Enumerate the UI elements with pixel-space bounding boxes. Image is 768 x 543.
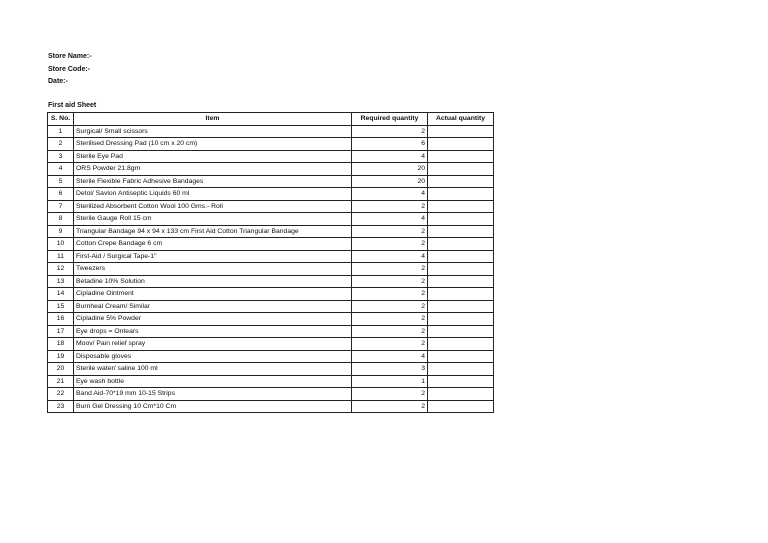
- cell-sno: 9: [48, 225, 74, 238]
- table-body: [48, 125, 494, 413]
- table-row: [48, 125, 494, 138]
- cell-required-quantity: 2: [352, 313, 428, 326]
- cell-item: Cotton Crepe Bandage 6 cm: [74, 238, 352, 251]
- table-row: [48, 275, 494, 288]
- cell-actual-quantity[interactable]: [428, 125, 494, 138]
- cell-actual-quantity[interactable]: [428, 325, 494, 338]
- first-aid-table: [47, 112, 494, 413]
- cell-item: Sterile Eye Pad: [74, 150, 352, 163]
- cell-actual-quantity[interactable]: [428, 263, 494, 276]
- table-header-row: [48, 113, 494, 126]
- cell-required-quantity: 1: [352, 375, 428, 388]
- cell-item: Cipladine 5% Powder: [74, 313, 352, 326]
- cell-sno: 10: [48, 238, 74, 251]
- cell-required-quantity: 4: [352, 188, 428, 201]
- table-row: [48, 300, 494, 313]
- table-row: [48, 350, 494, 363]
- cell-sno: 13: [48, 275, 74, 288]
- cell-sno: 20: [48, 363, 74, 376]
- cell-sno: 3: [48, 150, 74, 163]
- cell-actual-quantity[interactable]: [428, 175, 494, 188]
- cell-required-quantity: 4: [352, 350, 428, 363]
- table-row: [48, 163, 494, 176]
- table-row: [48, 400, 494, 413]
- cell-item: Detol/ Savlon Antiseptic Liquids 60 ml: [74, 188, 352, 201]
- cell-required-quantity: 20: [352, 163, 428, 176]
- cell-item: Eye drops = Ontears: [74, 325, 352, 338]
- table-row: [48, 388, 494, 401]
- cell-required-quantity: 4: [352, 150, 428, 163]
- cell-required-quantity: 4: [352, 213, 428, 226]
- header-required-quantity: Required quantity: [352, 113, 428, 126]
- cell-item: Cipladine Ointment: [74, 288, 352, 301]
- cell-required-quantity: 2: [352, 400, 428, 413]
- cell-actual-quantity[interactable]: [428, 300, 494, 313]
- table-row: [48, 225, 494, 238]
- cell-item: Sterile water/ saline 100 ml: [74, 363, 352, 376]
- cell-item: Band Aid-70*19 mm 10-15 Strips: [74, 388, 352, 401]
- cell-actual-quantity[interactable]: [428, 225, 494, 238]
- table-row: [48, 375, 494, 388]
- table-row: [48, 313, 494, 326]
- table-row: [48, 200, 494, 213]
- cell-actual-quantity[interactable]: [428, 275, 494, 288]
- cell-required-quantity: 2: [352, 388, 428, 401]
- cell-sno: 19: [48, 350, 74, 363]
- table-row: [48, 288, 494, 301]
- table-row: [48, 250, 494, 263]
- table-row: [48, 263, 494, 276]
- table-row: [48, 363, 494, 376]
- cell-actual-quantity[interactable]: [428, 375, 494, 388]
- cell-actual-quantity[interactable]: [428, 350, 494, 363]
- cell-actual-quantity[interactable]: [428, 200, 494, 213]
- store-name-label: Store Name:-: [48, 53, 92, 60]
- cell-actual-quantity[interactable]: [428, 388, 494, 401]
- cell-sno: 17: [48, 325, 74, 338]
- cell-required-quantity: 2: [352, 125, 428, 138]
- cell-required-quantity: 2: [352, 275, 428, 288]
- cell-required-quantity: 2: [352, 225, 428, 238]
- cell-sno: 4: [48, 163, 74, 176]
- cell-sno: 2: [48, 138, 74, 151]
- cell-item: Eye wash bottle: [74, 375, 352, 388]
- cell-item: Triangular Bandage 94 x 94 x 133 cm First Aid Cotton Triangular Bandage: [74, 225, 352, 238]
- table-row: [48, 213, 494, 226]
- cell-sno: 15: [48, 300, 74, 313]
- cell-required-quantity: 20: [352, 175, 428, 188]
- table-row: [48, 175, 494, 188]
- cell-item: Tweezers: [74, 263, 352, 276]
- cell-item: Moov/ Pain relief spray: [74, 338, 352, 351]
- cell-actual-quantity[interactable]: [428, 150, 494, 163]
- cell-actual-quantity[interactable]: [428, 213, 494, 226]
- cell-sno: 11: [48, 250, 74, 263]
- cell-sno: 16: [48, 313, 74, 326]
- header-sno: S. No.: [48, 113, 74, 126]
- cell-required-quantity: 2: [352, 300, 428, 313]
- cell-sno: 1: [48, 125, 74, 138]
- cell-item: Sterilised Dressing Pad (10 cm x 20 cm): [74, 138, 352, 151]
- cell-required-quantity: 2: [352, 338, 428, 351]
- cell-actual-quantity[interactable]: [428, 250, 494, 263]
- cell-item: First-Aid / Surgical Tape-1": [74, 250, 352, 263]
- cell-sno: 23: [48, 400, 74, 413]
- cell-item: Sterile Gauge Roll 15 cm: [74, 213, 352, 226]
- cell-required-quantity: 2: [352, 238, 428, 251]
- table-row: [48, 238, 494, 251]
- cell-required-quantity: 2: [352, 288, 428, 301]
- cell-sno: 21: [48, 375, 74, 388]
- cell-item: Burnheal Cream/ Similar: [74, 300, 352, 313]
- cell-actual-quantity[interactable]: [428, 163, 494, 176]
- cell-required-quantity: 2: [352, 200, 428, 213]
- cell-item: Betadine 10% Solution: [74, 275, 352, 288]
- store-code-label: Store Code:-: [48, 66, 90, 73]
- cell-sno: 6: [48, 188, 74, 201]
- table-row: [48, 150, 494, 163]
- cell-item: Burn Gel Dressing 10 Cm*10 Cm: [74, 400, 352, 413]
- cell-item: Disposable gloves: [74, 350, 352, 363]
- table-row: [48, 325, 494, 338]
- cell-actual-quantity[interactable]: [428, 188, 494, 201]
- cell-item: Sterile Flexible Fabric Adhesive Bandages: [74, 175, 352, 188]
- cell-actual-quantity[interactable]: [428, 338, 494, 351]
- cell-sno: 5: [48, 175, 74, 188]
- cell-item: Sterilized Absorbent Cotton Wool 100 Gms.- Roll: [74, 200, 352, 213]
- header-actual-quantity: Actual quantity: [428, 113, 494, 126]
- cell-sno: 14: [48, 288, 74, 301]
- cell-sno: 18: [48, 338, 74, 351]
- cell-actual-quantity[interactable]: [428, 400, 494, 413]
- cell-sno: 8: [48, 213, 74, 226]
- table-row: [48, 338, 494, 351]
- cell-item: Surgical/ Small scissors: [74, 125, 352, 138]
- cell-actual-quantity[interactable]: [428, 363, 494, 376]
- cell-sno: 12: [48, 263, 74, 276]
- sheet-title: First aid Sheet: [48, 102, 97, 109]
- cell-actual-quantity[interactable]: [428, 288, 494, 301]
- cell-required-quantity: 3: [352, 363, 428, 376]
- cell-required-quantity: 6: [352, 138, 428, 151]
- date-label: Date:-: [48, 78, 68, 85]
- cell-actual-quantity[interactable]: [428, 138, 494, 151]
- cell-sno: 7: [48, 200, 74, 213]
- table-row: [48, 188, 494, 201]
- cell-required-quantity: 2: [352, 263, 428, 276]
- cell-actual-quantity[interactable]: [428, 313, 494, 326]
- table-row: [48, 138, 494, 151]
- header-item: Item: [74, 113, 352, 126]
- cell-actual-quantity[interactable]: [428, 238, 494, 251]
- cell-sno: 22: [48, 388, 74, 401]
- cell-required-quantity: 2: [352, 325, 428, 338]
- cell-required-quantity: 4: [352, 250, 428, 263]
- cell-item: ORS Powder 21.8gm: [74, 163, 352, 176]
